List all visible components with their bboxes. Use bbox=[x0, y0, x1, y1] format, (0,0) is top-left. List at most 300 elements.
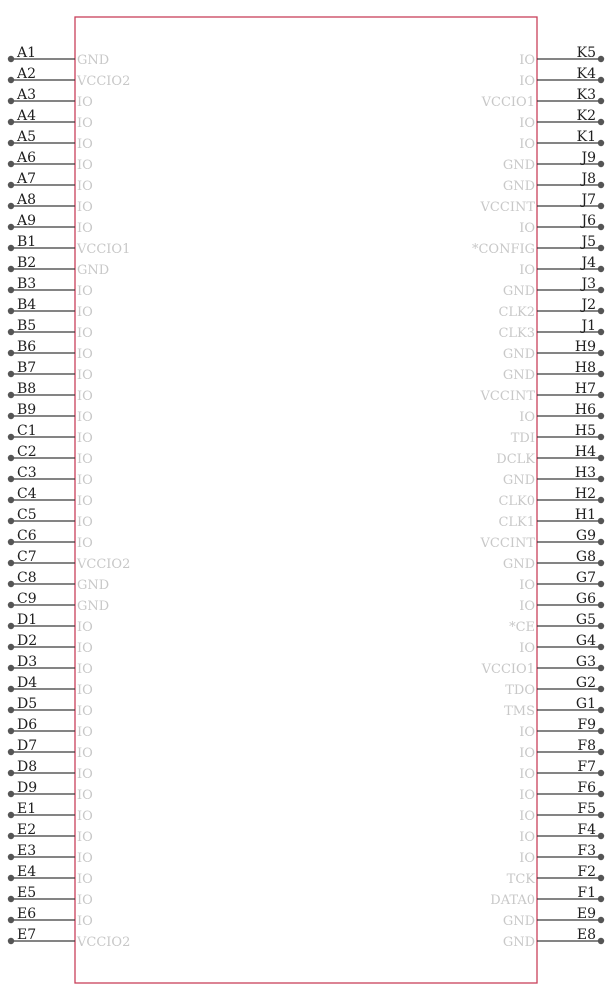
pin-name: DCLK bbox=[496, 452, 535, 467]
pin-number: G8 bbox=[575, 549, 596, 565]
pin-name: VCCIO2 bbox=[77, 557, 131, 572]
pin-number: C1 bbox=[17, 423, 37, 439]
pin-number: H1 bbox=[574, 507, 596, 523]
pin-c8 bbox=[8, 570, 109, 593]
pin-number: K5 bbox=[576, 45, 596, 61]
pin-number: H8 bbox=[574, 360, 596, 376]
pin-c2 bbox=[8, 444, 93, 467]
pin-end-dot bbox=[8, 644, 14, 650]
pin-end-dot bbox=[598, 560, 604, 566]
pin-number: F8 bbox=[577, 738, 596, 754]
pin-end-dot bbox=[598, 812, 604, 818]
pin-name: IO bbox=[77, 641, 93, 656]
pin-h8 bbox=[503, 360, 604, 383]
pin-g8 bbox=[503, 549, 604, 572]
pin-c4 bbox=[8, 486, 93, 509]
pin-number: J4 bbox=[581, 255, 596, 271]
component-body bbox=[75, 17, 537, 983]
pin-number: F1 bbox=[577, 885, 596, 901]
pin-b5 bbox=[8, 318, 93, 341]
pin-a8 bbox=[8, 192, 93, 215]
pin-number: B9 bbox=[17, 402, 37, 418]
pin-name: IO bbox=[77, 704, 93, 719]
pin-h5 bbox=[511, 423, 604, 446]
pin-number: J5 bbox=[581, 234, 596, 250]
pin-number: F2 bbox=[577, 864, 596, 880]
pin-end-dot bbox=[8, 182, 14, 188]
pin-b4 bbox=[8, 297, 93, 320]
pin-number: H9 bbox=[574, 339, 596, 355]
pin-number: K3 bbox=[576, 87, 596, 103]
pin-name: IO bbox=[519, 851, 535, 866]
pin-number: F3 bbox=[577, 843, 596, 859]
pin-name: TMS bbox=[504, 704, 535, 719]
pin-number: H7 bbox=[574, 381, 596, 397]
pin-end-dot bbox=[598, 182, 604, 188]
pin-number: B8 bbox=[17, 381, 37, 397]
pin-j7 bbox=[480, 192, 605, 215]
pin-name: GND bbox=[502, 347, 535, 362]
pin-number: J1 bbox=[581, 318, 596, 334]
pin-a7 bbox=[8, 171, 93, 194]
pin-name: GND bbox=[77, 263, 110, 278]
pin-a6 bbox=[8, 150, 93, 173]
pin-h1 bbox=[498, 507, 604, 530]
pin-name: IO bbox=[77, 116, 93, 131]
pin-name: IO bbox=[519, 830, 535, 845]
pin-name: IO bbox=[519, 641, 535, 656]
pin-end-dot bbox=[598, 350, 604, 356]
pin-name: IO bbox=[519, 221, 535, 236]
pin-number: F4 bbox=[577, 822, 596, 838]
pin-name: CLK2 bbox=[498, 305, 535, 320]
pin-number: E9 bbox=[576, 906, 596, 922]
pin-name: IO bbox=[77, 431, 93, 446]
pin-end-dot bbox=[8, 497, 14, 503]
pin-name: IO bbox=[519, 74, 535, 89]
pin-j3 bbox=[503, 276, 604, 299]
pin-b1 bbox=[8, 234, 131, 257]
pin-end-dot bbox=[8, 749, 14, 755]
pin-number: A9 bbox=[17, 213, 37, 229]
pin-name: IO bbox=[77, 305, 93, 320]
pin-end-dot bbox=[8, 245, 14, 251]
pin-name: TCK bbox=[506, 872, 535, 887]
pin-end-dot bbox=[8, 938, 14, 944]
pin-end-dot bbox=[598, 623, 604, 629]
pin-end-dot bbox=[598, 140, 604, 146]
pin-name: CLK1 bbox=[498, 515, 535, 530]
pin-end-dot bbox=[8, 875, 14, 881]
pin-number: G1 bbox=[575, 696, 596, 712]
pin-end-dot bbox=[598, 707, 604, 713]
pin-number: A4 bbox=[17, 108, 37, 124]
pin-h4 bbox=[496, 444, 604, 467]
pin-number: H5 bbox=[574, 423, 596, 439]
pin-name: GND bbox=[77, 599, 110, 614]
pin-j1 bbox=[498, 318, 604, 341]
pin-end-dot bbox=[598, 833, 604, 839]
pin-number: H2 bbox=[574, 486, 596, 502]
pin-end-dot bbox=[8, 224, 14, 230]
pin-f9 bbox=[519, 717, 604, 740]
pin-a1 bbox=[8, 45, 109, 68]
pin-number: B7 bbox=[17, 360, 37, 376]
pin-number: H4 bbox=[574, 444, 596, 460]
pin-end-dot bbox=[8, 581, 14, 587]
pin-name: IO bbox=[77, 410, 93, 425]
pin-end-dot bbox=[8, 413, 14, 419]
pin-e6 bbox=[8, 906, 93, 929]
pin-number: E2 bbox=[17, 822, 37, 838]
pin-e9 bbox=[503, 906, 604, 929]
pin-e4 bbox=[8, 864, 93, 887]
pin-number: B1 bbox=[17, 234, 37, 250]
pin-b6 bbox=[8, 339, 93, 362]
pin-h6 bbox=[519, 402, 604, 425]
pin-f7 bbox=[519, 759, 604, 782]
pin-d2 bbox=[8, 633, 93, 656]
pin-name: IO bbox=[77, 830, 93, 845]
pin-end-dot bbox=[598, 875, 604, 881]
pin-h2 bbox=[498, 486, 604, 509]
pin-b3 bbox=[8, 276, 93, 299]
pin-number: E1 bbox=[17, 801, 37, 817]
pin-k5 bbox=[519, 45, 604, 68]
pin-number: D1 bbox=[17, 612, 38, 628]
pin-name: IO bbox=[519, 767, 535, 782]
pin-end-dot bbox=[598, 896, 604, 902]
pin-number: J8 bbox=[581, 171, 596, 187]
pin-number: C2 bbox=[17, 444, 37, 460]
pin-end-dot bbox=[8, 350, 14, 356]
pin-number: K2 bbox=[576, 108, 596, 124]
pin-k2 bbox=[519, 108, 604, 131]
pin-number: C3 bbox=[17, 465, 37, 481]
pin-name: GND bbox=[502, 368, 535, 383]
pin-number: K1 bbox=[576, 129, 596, 145]
pin-number: E6 bbox=[17, 906, 37, 922]
pin-d8 bbox=[8, 759, 93, 782]
pin-name: GND bbox=[77, 53, 110, 68]
pin-end-dot bbox=[8, 623, 14, 629]
pin-name: DATA0 bbox=[490, 893, 535, 908]
pin-name: IO bbox=[77, 662, 93, 677]
pin-name: IO bbox=[77, 851, 93, 866]
pin-name: IO bbox=[77, 872, 93, 887]
pin-name: IO bbox=[77, 452, 93, 467]
pin-g6 bbox=[519, 591, 604, 614]
pin-end-dot bbox=[8, 161, 14, 167]
pin-number: A6 bbox=[17, 150, 37, 166]
left-pin-column bbox=[8, 45, 131, 950]
pin-name: IO bbox=[77, 515, 93, 530]
pin-number: D8 bbox=[17, 759, 38, 775]
pin-number: J3 bbox=[581, 276, 596, 292]
pin-number: F6 bbox=[577, 780, 596, 796]
pin-name: GND bbox=[77, 578, 110, 593]
pin-end-dot bbox=[598, 413, 604, 419]
pin-end-dot bbox=[8, 539, 14, 545]
pin-name: TDI bbox=[510, 431, 535, 446]
pin-g3 bbox=[481, 654, 605, 677]
pin-name: VCCINT bbox=[480, 200, 535, 215]
pin-number: A2 bbox=[17, 66, 37, 82]
pin-end-dot bbox=[598, 392, 604, 398]
pin-name: VCCIO2 bbox=[77, 74, 131, 89]
pin-a4 bbox=[8, 108, 93, 131]
pin-number: E4 bbox=[17, 864, 37, 880]
pin-end-dot bbox=[8, 434, 14, 440]
pin-end-dot bbox=[8, 812, 14, 818]
pin-number: C8 bbox=[17, 570, 37, 586]
pin-name: IO bbox=[519, 599, 535, 614]
pin-end-dot bbox=[598, 287, 604, 293]
pin-name: IO bbox=[519, 410, 535, 425]
pin-number: D4 bbox=[17, 675, 38, 691]
pin-name: VCCINT bbox=[480, 536, 535, 551]
pin-name: *CONFIG bbox=[471, 242, 535, 257]
pin-name: IO bbox=[519, 53, 535, 68]
pin-a2 bbox=[8, 66, 131, 89]
pin-name: IO bbox=[77, 95, 93, 110]
pin-name: VCCIO1 bbox=[481, 662, 535, 677]
pin-name: IO bbox=[77, 368, 93, 383]
pin-end-dot bbox=[598, 203, 604, 209]
pin-name: IO bbox=[519, 263, 535, 278]
right-pin-column bbox=[472, 45, 604, 950]
pin-k4 bbox=[519, 66, 604, 89]
pin-g7 bbox=[519, 570, 604, 593]
pin-number: D5 bbox=[17, 696, 38, 712]
pin-number: G4 bbox=[575, 633, 596, 649]
pin-f4 bbox=[519, 822, 604, 845]
pin-name: GND bbox=[502, 473, 535, 488]
pin-name: IO bbox=[519, 137, 535, 152]
pin-h9 bbox=[503, 339, 604, 362]
pin-end-dot bbox=[598, 791, 604, 797]
pin-j4 bbox=[519, 255, 604, 278]
pin-name: IO bbox=[77, 620, 93, 635]
pin-end-dot bbox=[598, 308, 604, 314]
pin-a9 bbox=[8, 213, 93, 236]
pin-j5 bbox=[472, 234, 604, 257]
pin-end-dot bbox=[8, 707, 14, 713]
pin-end-dot bbox=[598, 728, 604, 734]
pin-end-dot bbox=[598, 98, 604, 104]
pin-name: IO bbox=[77, 788, 93, 803]
pin-name: IO bbox=[77, 746, 93, 761]
pin-end-dot bbox=[8, 476, 14, 482]
pin-name: IO bbox=[77, 347, 93, 362]
pin-number: C6 bbox=[17, 528, 37, 544]
pin-number: H6 bbox=[574, 402, 596, 418]
pin-number: G9 bbox=[575, 528, 596, 544]
pin-name: IO bbox=[77, 725, 93, 740]
pin-number: A7 bbox=[17, 171, 37, 187]
pin-f8 bbox=[519, 738, 604, 761]
pin-end-dot bbox=[8, 728, 14, 734]
pin-end-dot bbox=[598, 518, 604, 524]
pin-name: IO bbox=[77, 767, 93, 782]
pin-end-dot bbox=[8, 560, 14, 566]
pin-g4 bbox=[519, 633, 604, 656]
pin-d3 bbox=[8, 654, 93, 677]
pin-number: J2 bbox=[581, 297, 596, 313]
pin-e5 bbox=[8, 885, 93, 908]
pin-end-dot bbox=[8, 896, 14, 902]
pin-name: GND bbox=[502, 158, 535, 173]
pin-f1 bbox=[490, 885, 604, 908]
pin-name: IO bbox=[77, 494, 93, 509]
pin-number: G2 bbox=[575, 675, 596, 691]
pin-end-dot bbox=[8, 140, 14, 146]
pin-end-dot bbox=[598, 686, 604, 692]
pin-b9 bbox=[8, 402, 93, 425]
pin-name: CLK3 bbox=[498, 326, 535, 341]
pin-name: IO bbox=[77, 473, 93, 488]
pin-end-dot bbox=[598, 245, 604, 251]
pin-number: B4 bbox=[17, 297, 37, 313]
pin-end-dot bbox=[8, 77, 14, 83]
pin-c3 bbox=[8, 465, 93, 488]
pin-number: B5 bbox=[17, 318, 37, 334]
pin-end-dot bbox=[8, 329, 14, 335]
pin-k1 bbox=[519, 129, 604, 152]
pin-name: GND bbox=[502, 179, 535, 194]
pin-number: G5 bbox=[575, 612, 596, 628]
pin-end-dot bbox=[598, 455, 604, 461]
pin-end-dot bbox=[598, 119, 604, 125]
pin-name: GND bbox=[502, 557, 535, 572]
pin-name: IO bbox=[519, 116, 535, 131]
pin-end-dot bbox=[598, 644, 604, 650]
pin-end-dot bbox=[8, 308, 14, 314]
pin-number: A1 bbox=[17, 45, 37, 61]
pin-end-dot bbox=[598, 854, 604, 860]
pin-name: IO bbox=[77, 809, 93, 824]
pin-name: IO bbox=[77, 536, 93, 551]
pin-end-dot bbox=[598, 665, 604, 671]
pin-end-dot bbox=[8, 119, 14, 125]
pin-name: TDO bbox=[505, 683, 535, 698]
pin-name: GND bbox=[502, 284, 535, 299]
pin-e8 bbox=[503, 927, 604, 950]
pin-number: D3 bbox=[17, 654, 38, 670]
pin-number: D7 bbox=[17, 738, 38, 754]
pin-j9 bbox=[503, 150, 604, 173]
pin-name: IO bbox=[77, 179, 93, 194]
pin-name: VCCINT bbox=[480, 389, 535, 404]
pin-name: GND bbox=[502, 935, 535, 950]
pin-name: IO bbox=[77, 326, 93, 341]
pin-name: IO bbox=[77, 200, 93, 215]
pin-c7 bbox=[8, 549, 131, 572]
pin-end-dot bbox=[8, 833, 14, 839]
pin-d5 bbox=[8, 696, 93, 719]
pin-number: E3 bbox=[17, 843, 37, 859]
pin-name: IO bbox=[77, 389, 93, 404]
pin-end-dot bbox=[598, 161, 604, 167]
pin-number: D6 bbox=[17, 717, 38, 733]
pin-h3 bbox=[503, 465, 604, 488]
pin-e2 bbox=[8, 822, 93, 845]
pin-end-dot bbox=[598, 539, 604, 545]
pin-name: IO bbox=[519, 725, 535, 740]
pin-d6 bbox=[8, 717, 93, 740]
pin-c9 bbox=[8, 591, 109, 614]
pin-name: IO bbox=[77, 683, 93, 698]
pin-f6 bbox=[519, 780, 604, 803]
pin-end-dot bbox=[8, 518, 14, 524]
pin-number: C7 bbox=[17, 549, 37, 565]
pin-number: K4 bbox=[576, 66, 596, 82]
pin-end-dot bbox=[8, 287, 14, 293]
pin-g1 bbox=[504, 696, 604, 719]
pin-name: *CE bbox=[509, 620, 535, 635]
pin-g9 bbox=[480, 528, 605, 551]
pin-name: IO bbox=[77, 137, 93, 152]
pin-name: IO bbox=[519, 809, 535, 824]
pin-end-dot bbox=[8, 686, 14, 692]
pin-j2 bbox=[498, 297, 604, 320]
pin-end-dot bbox=[8, 854, 14, 860]
pin-end-dot bbox=[598, 749, 604, 755]
pin-k3 bbox=[481, 87, 605, 110]
pin-name: IO bbox=[77, 158, 93, 173]
pin-number: G6 bbox=[575, 591, 596, 607]
pin-end-dot bbox=[8, 770, 14, 776]
pin-j8 bbox=[503, 171, 604, 194]
pin-f2 bbox=[507, 864, 605, 887]
pin-number: G7 bbox=[575, 570, 596, 586]
pin-name: VCCIO2 bbox=[77, 935, 131, 950]
pin-end-dot bbox=[598, 56, 604, 62]
pin-name: VCCIO1 bbox=[481, 95, 535, 110]
pin-end-dot bbox=[598, 917, 604, 923]
pin-number: C9 bbox=[17, 591, 37, 607]
pin-end-dot bbox=[8, 917, 14, 923]
pin-c6 bbox=[8, 528, 93, 551]
pin-name: IO bbox=[77, 221, 93, 236]
pin-end-dot bbox=[598, 77, 604, 83]
pin-number: A3 bbox=[17, 87, 37, 103]
pin-g2 bbox=[505, 675, 604, 698]
pin-f3 bbox=[519, 843, 604, 866]
pin-end-dot bbox=[598, 497, 604, 503]
pin-end-dot bbox=[598, 602, 604, 608]
pin-end-dot bbox=[8, 98, 14, 104]
pin-number: J9 bbox=[581, 150, 596, 166]
pin-number: J7 bbox=[581, 192, 596, 208]
pin-number: F5 bbox=[577, 801, 596, 817]
pin-name: CLK0 bbox=[498, 494, 535, 509]
pin-number: C4 bbox=[17, 486, 37, 502]
pin-end-dot bbox=[8, 455, 14, 461]
pin-d1 bbox=[8, 612, 93, 635]
pin-number: E7 bbox=[17, 927, 37, 943]
pin-end-dot bbox=[598, 266, 604, 272]
pin-number: J6 bbox=[581, 213, 596, 229]
pin-number: E5 bbox=[17, 885, 37, 901]
pin-d7 bbox=[8, 738, 93, 761]
pin-end-dot bbox=[598, 434, 604, 440]
pin-name: IO bbox=[519, 578, 535, 593]
pin-g5 bbox=[509, 612, 604, 635]
pin-number: A5 bbox=[17, 129, 37, 145]
pin-e3 bbox=[8, 843, 93, 866]
pin-e1 bbox=[8, 801, 93, 824]
